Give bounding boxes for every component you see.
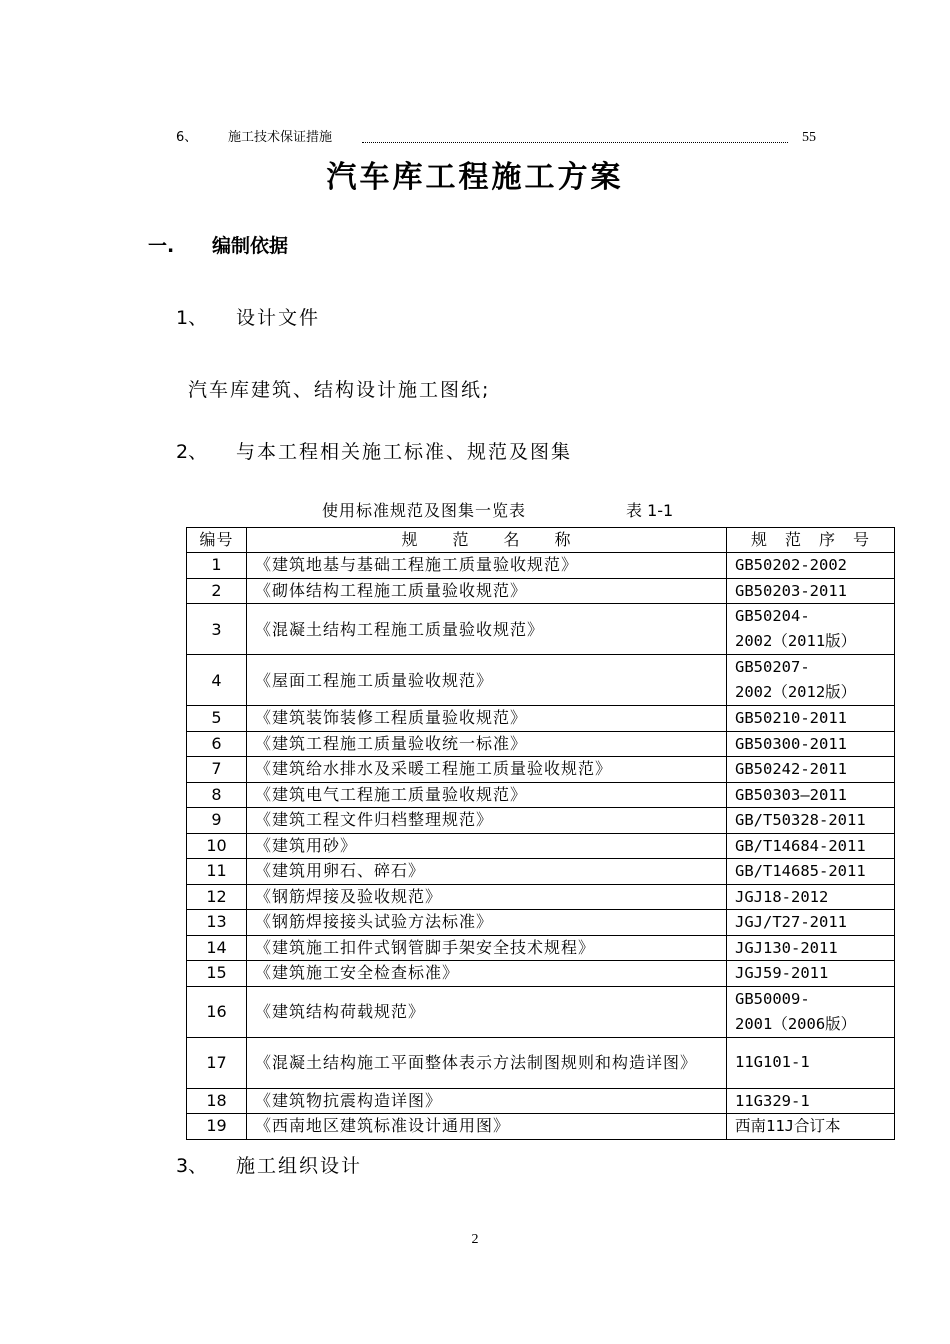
- standard-code: JGJ/T27-2011: [727, 910, 895, 936]
- header-code: 规 范 序 号: [727, 528, 895, 553]
- subsection-heading-2: [176, 438, 572, 466]
- table-row: [187, 884, 895, 910]
- standard-name: 《建筑施工扣件式钢管脚手架安全技术规程》: [247, 935, 727, 961]
- table-row: [187, 1114, 895, 1140]
- toc-page-number: 55: [802, 130, 816, 145]
- row-number: 1: [187, 553, 247, 579]
- row-number: 4: [187, 655, 247, 706]
- table-row: [187, 782, 895, 808]
- standard-name: 《钢筋焊接及验收规范》: [247, 884, 727, 910]
- standard-code: GB50009- 2001（2006版）: [727, 986, 895, 1037]
- row-number: 13: [187, 910, 247, 936]
- header-number: 编号: [187, 528, 247, 553]
- standard-code: JGJ130-2011: [727, 935, 895, 961]
- row-number: 5: [187, 706, 247, 732]
- standard-code: JGJ59-2011: [727, 961, 895, 987]
- toc-line: [176, 128, 816, 148]
- section-title: 编制依据: [212, 235, 289, 257]
- standard-code: GB50303—2011: [727, 782, 895, 808]
- standard-code: GB/T14684-2011: [727, 833, 895, 859]
- standard-code: GB50207- 2002（2012版）: [727, 655, 895, 706]
- standard-name: 《砌体结构工程施工质量验收规范》: [247, 578, 727, 604]
- table-row: [187, 910, 895, 936]
- row-number: 14: [187, 935, 247, 961]
- standard-name: 《建筑给水排水及采暖工程施工质量验收规范》: [247, 757, 727, 783]
- row-number: 7: [187, 757, 247, 783]
- table-row: [187, 935, 895, 961]
- table-row: [187, 859, 895, 885]
- table-caption-number: 表 1-1: [626, 501, 674, 520]
- design-documents-text: 汽车库建筑、结构设计施工图纸;: [188, 379, 491, 401]
- table-row: [187, 731, 895, 757]
- subsection-title: 设计文件: [236, 307, 321, 329]
- table-row: [187, 578, 895, 604]
- table-row: [187, 604, 895, 655]
- standard-code: GB/T50328-2011: [727, 808, 895, 834]
- section-heading: [148, 232, 288, 260]
- table-row: [187, 961, 895, 987]
- table-caption-text: 使用标准规范及图集一览表: [322, 501, 527, 520]
- subsection-number: 1、: [176, 307, 208, 329]
- standard-name: 《建筑施工安全检查标准》: [247, 961, 727, 987]
- standard-name: 《混凝土结构工程施工质量验收规范》: [247, 604, 727, 655]
- standard-code: JGJ18-2012: [727, 884, 895, 910]
- standard-code: GB50242-2011: [727, 757, 895, 783]
- standard-name: 《建筑地基与基础工程施工质量验收规范》: [247, 553, 727, 579]
- page-number: 2: [471, 1232, 479, 1247]
- standard-name: 《西南地区建筑标准设计通用图》: [247, 1114, 727, 1140]
- standard-name: 《建筑工程施工质量验收统一标准》: [247, 731, 727, 757]
- row-number: 8: [187, 782, 247, 808]
- standards-table: [186, 527, 895, 1140]
- toc-number: 6、: [176, 130, 198, 145]
- document-title: 汽车库工程施工方案: [326, 160, 624, 195]
- standard-name: 《建筑结构荷载规范》: [247, 986, 727, 1037]
- subsection-number: 3、: [176, 1155, 208, 1177]
- subsection-title: 与本工程相关施工标准、规范及图集: [236, 441, 573, 463]
- row-number: 16: [187, 986, 247, 1037]
- table-row: [187, 808, 895, 834]
- table-row: [187, 757, 895, 783]
- table-row: [187, 986, 895, 1037]
- standard-name: 《混凝土结构施工平面整体表示方法制图规则和构造详图》: [247, 1037, 727, 1088]
- standard-name: 《建筑物抗震构造详图》: [247, 1088, 727, 1114]
- row-number: 15: [187, 961, 247, 987]
- toc-leader-dots: [362, 142, 788, 143]
- standard-code: GB50203-2011: [727, 578, 895, 604]
- standard-code: 11G329-1: [727, 1088, 895, 1114]
- standard-code: GB50210-2011: [727, 706, 895, 732]
- table-row: [187, 553, 895, 579]
- standard-code: 西南11J合订本: [727, 1114, 895, 1140]
- header-name: 规 范 名 称: [247, 528, 727, 553]
- row-number: 11: [187, 859, 247, 885]
- row-number: 9: [187, 808, 247, 834]
- subsection-heading-3: [176, 1152, 362, 1180]
- table-row: [187, 833, 895, 859]
- standard-name: 《屋面工程施工质量验收规范》: [247, 655, 727, 706]
- standard-code: GB50300-2011: [727, 731, 895, 757]
- row-number: 2: [187, 578, 247, 604]
- section-number: 一.: [148, 235, 175, 257]
- standard-code: GB/T14685-2011: [727, 859, 895, 885]
- standard-name: 《建筑用卵石、碎石》: [247, 859, 727, 885]
- row-number: 6: [187, 731, 247, 757]
- table-row: [187, 1037, 895, 1088]
- subsection-title: 施工组织设计: [236, 1155, 363, 1177]
- standard-name: 《建筑工程文件归档整理规范》: [247, 808, 727, 834]
- standard-name: 《建筑装饰装修工程质量验收规范》: [247, 706, 727, 732]
- standard-code: 11G101-1: [727, 1037, 895, 1088]
- row-number: 12: [187, 884, 247, 910]
- table-row: [187, 1088, 895, 1114]
- row-number: 3: [187, 604, 247, 655]
- row-number: 18: [187, 1088, 247, 1114]
- toc-text: 施工技术保证措施: [228, 130, 333, 145]
- table-row: [187, 706, 895, 732]
- standard-code: GB50204- 2002（2011版）: [727, 604, 895, 655]
- subsection-number: 2、: [176, 441, 208, 463]
- standard-name: 《建筑用砂》: [247, 833, 727, 859]
- row-number: 10: [187, 833, 247, 859]
- row-number: 19: [187, 1114, 247, 1140]
- standard-name: 《钢筋焊接接头试验方法标准》: [247, 910, 727, 936]
- standard-code: GB50202-2002: [727, 553, 895, 579]
- table-row: [187, 655, 895, 706]
- subsection-heading-1: [176, 304, 320, 332]
- standard-name: 《建筑电气工程施工质量验收规范》: [247, 782, 727, 808]
- table-header-row: [187, 528, 895, 553]
- row-number: 17: [187, 1037, 247, 1088]
